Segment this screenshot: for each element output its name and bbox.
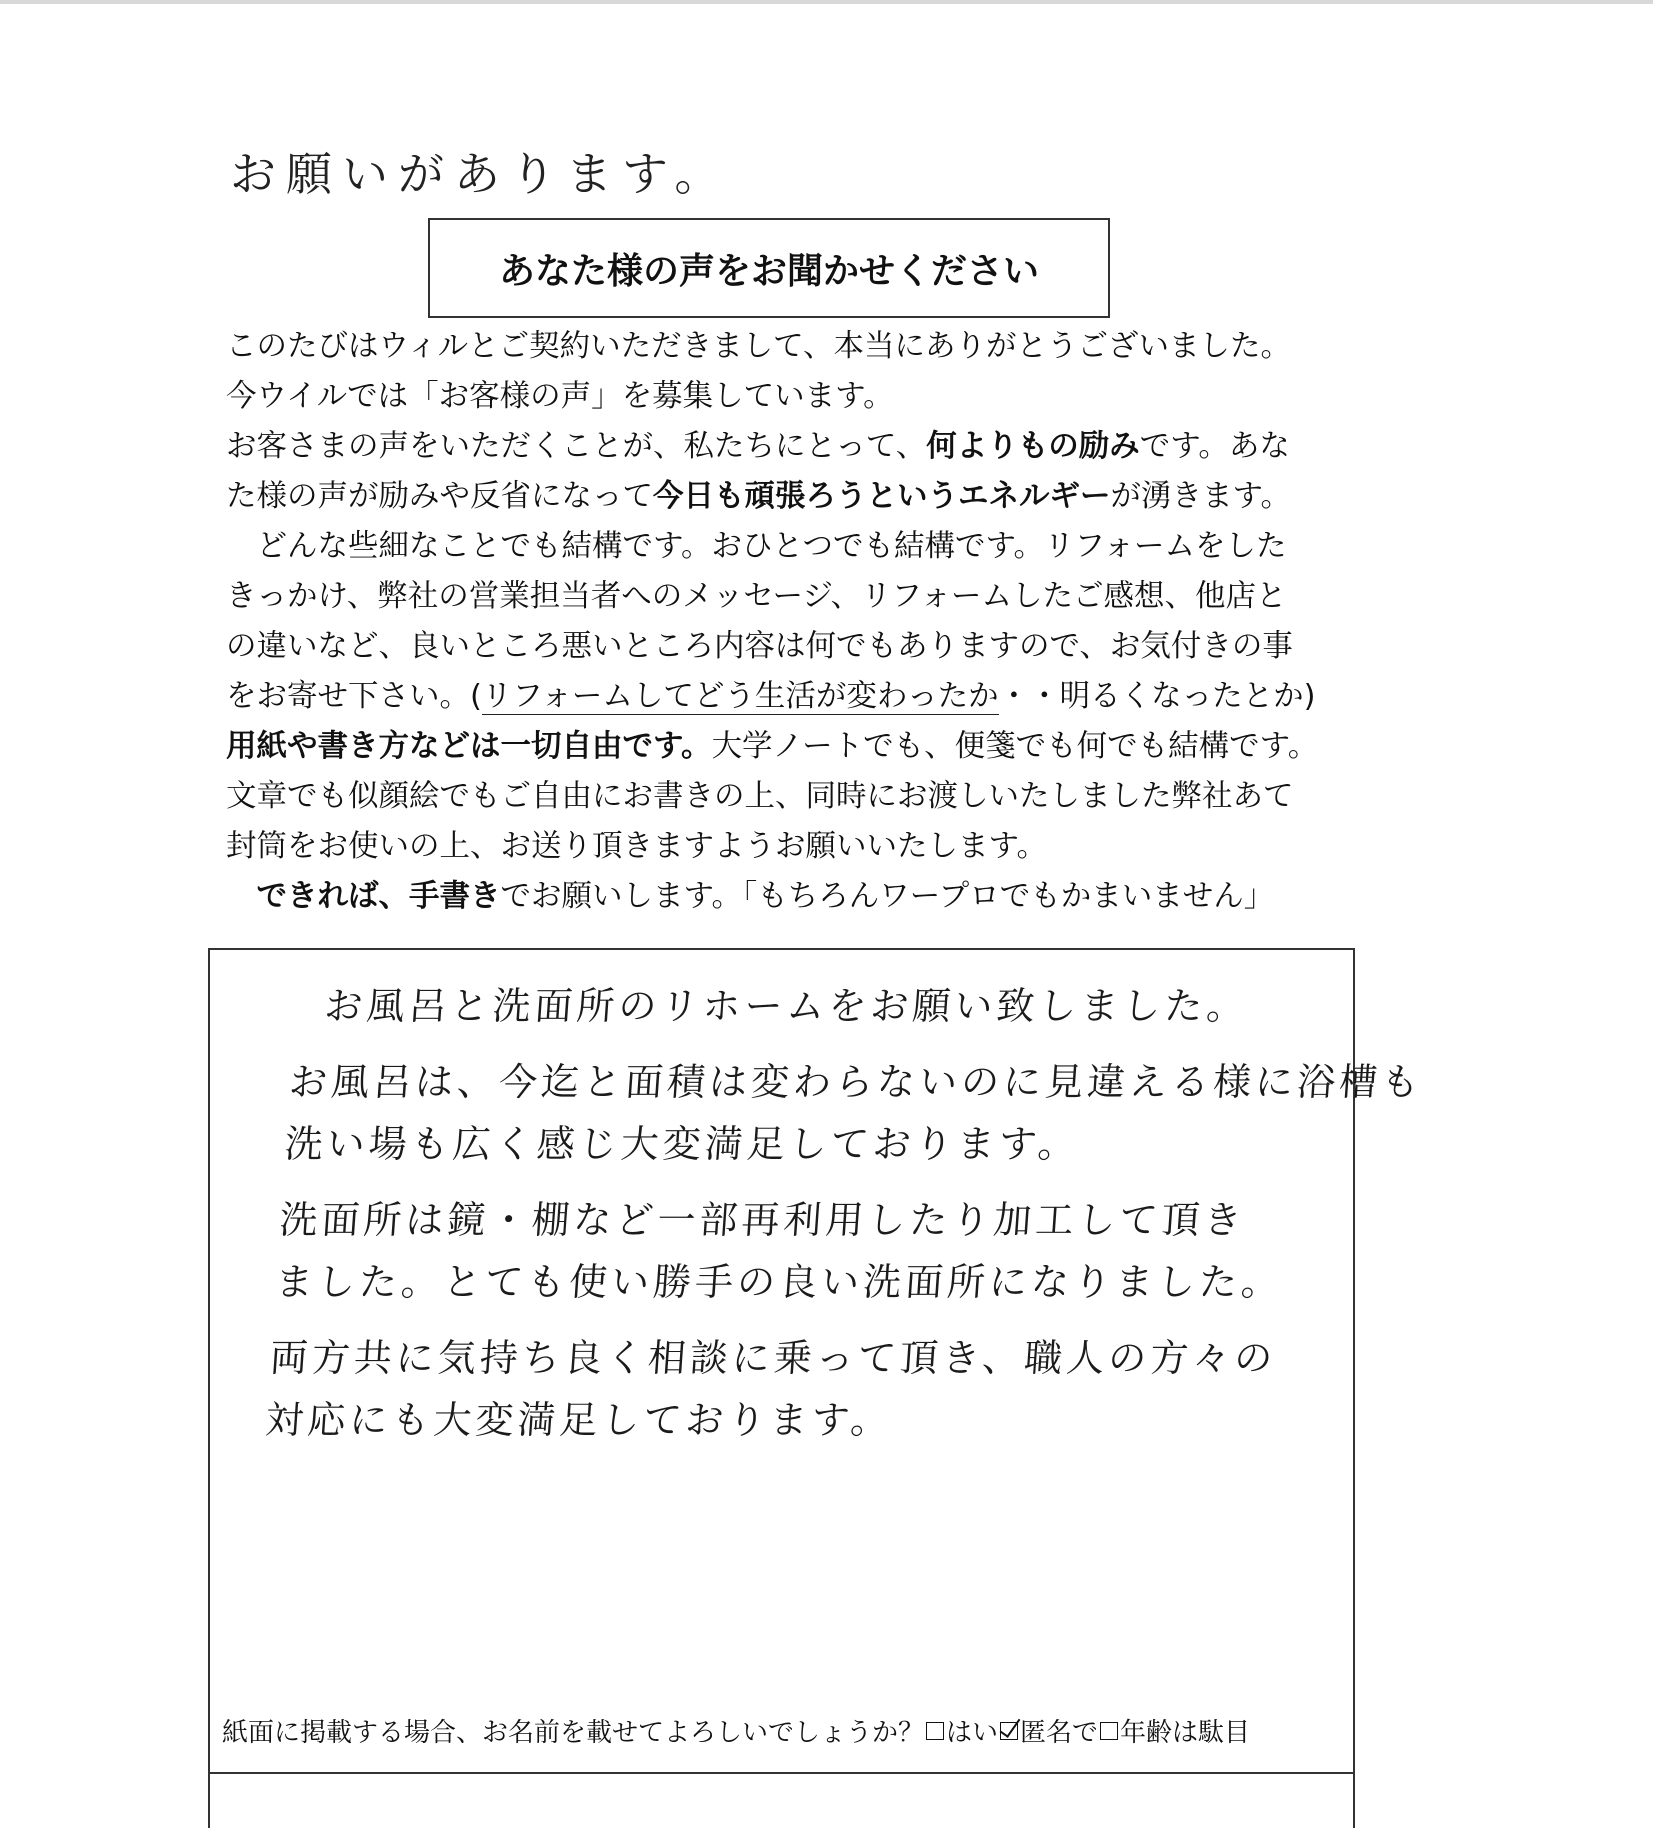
body-line (226, 422, 1416, 472)
checkbox-no-age[interactable] (1100, 1722, 1118, 1740)
scan-edge (0, 0, 1653, 4)
handwritten-line: お風呂は、今迄と面積は変わらないのに見違える様に浴槽も (287, 1060, 1425, 1104)
option-yes-label: はい (946, 1718, 999, 1748)
body-line (226, 472, 1416, 522)
body-line (226, 872, 1416, 922)
body-line: このたびはウィルとご契約いただきまして、本当にありがとうございました。 (226, 329, 1292, 364)
body-line: 封筒をお使いの上、お送り頂きますようお願いいたします。 (226, 829, 1048, 864)
body-span: です。あな (1139, 429, 1290, 464)
body-span: 大学ノートでも、便箋でも何でも結構です。 (711, 729, 1319, 764)
body-text (226, 322, 1416, 922)
body-underlined: リフォームしてどう生活が変わったか (481, 679, 999, 714)
body-line: どんな些細なことでも結構です。おひとつでも結構です。リフォームをした (226, 529, 1287, 564)
handwritten-response (263, 975, 1425, 1451)
handwritten-line: ました。とても使い勝手の良い洗面所になりました。 (273, 1260, 1285, 1304)
handwritten-line: 両方共に気持ち良く相談に乗って頂き、職人の方々の (268, 1336, 1278, 1380)
handwritten-line: 洗面所は鏡・棚など一部再利用したり加工して頂き (277, 1198, 1248, 1242)
body-emphasis: 用紙や書き方などは一切自由です。 (226, 729, 712, 764)
body-emphasis: 今日も頑張ろうというエネルギー (653, 479, 1111, 514)
checkbox-yes[interactable] (926, 1722, 944, 1740)
body-span: ・・明るくなったとか) (998, 679, 1316, 714)
body-emphasis: 何よりもの励み (926, 429, 1140, 464)
option-no-age-label: 年齢は駄目 (1120, 1718, 1251, 1748)
body-span: が湧きます。 (1110, 479, 1292, 514)
body-line: 文章でも似顔絵でもご自由にお書きの上、同時にお渡しいたしました弊社あて (226, 779, 1294, 814)
answer-box-bottom-rule (208, 1772, 1355, 1774)
body-line: の違いなど、良いところ悪いところ内容は何でもありますので、お気付きの事 (226, 629, 1293, 664)
page-heading: お願いがあります。 (230, 147, 731, 201)
body-span: た様の声が励みや反省になって (226, 479, 653, 514)
consent-question-row (222, 1712, 1250, 1749)
body-line: きっかけ、弊社の営業担当者へのメッセージ、リフォームしたご感想、他店と (226, 579, 1287, 614)
body-span: でお願いします。「もちろんワープロでもかまいません」 (500, 879, 1275, 914)
checkbox-anonymous[interactable] (1000, 1722, 1018, 1740)
page-title-box (428, 218, 1110, 318)
body-span: お客さまの声をいただくことが、私たちにとって、 (226, 429, 927, 464)
handwritten-line: 洗い場も広く感じ大変満足しております。 (283, 1122, 1082, 1166)
body-line (226, 722, 1416, 772)
handwritten-line: 対応にも大変満足しております。 (263, 1398, 895, 1442)
page-title: あなた様の声をお聞かせください (498, 250, 1039, 292)
body-emphasis: できれば、手書き (256, 879, 501, 914)
body-span (226, 879, 257, 914)
consent-question: 紙面に掲載する場合、お名前を載せてよろしいでしょうか？ (222, 1718, 925, 1748)
body-line: 今ウイルでは「お客様の声」を募集しています。 (226, 379, 894, 414)
body-span: をお寄せ下さい。( (226, 679, 482, 714)
option-anonymous-label: 匿名で (1020, 1718, 1099, 1748)
handwritten-line: お風呂と洗面所のリホームをお願い致しました。 (322, 984, 1251, 1028)
body-line (226, 672, 1416, 722)
